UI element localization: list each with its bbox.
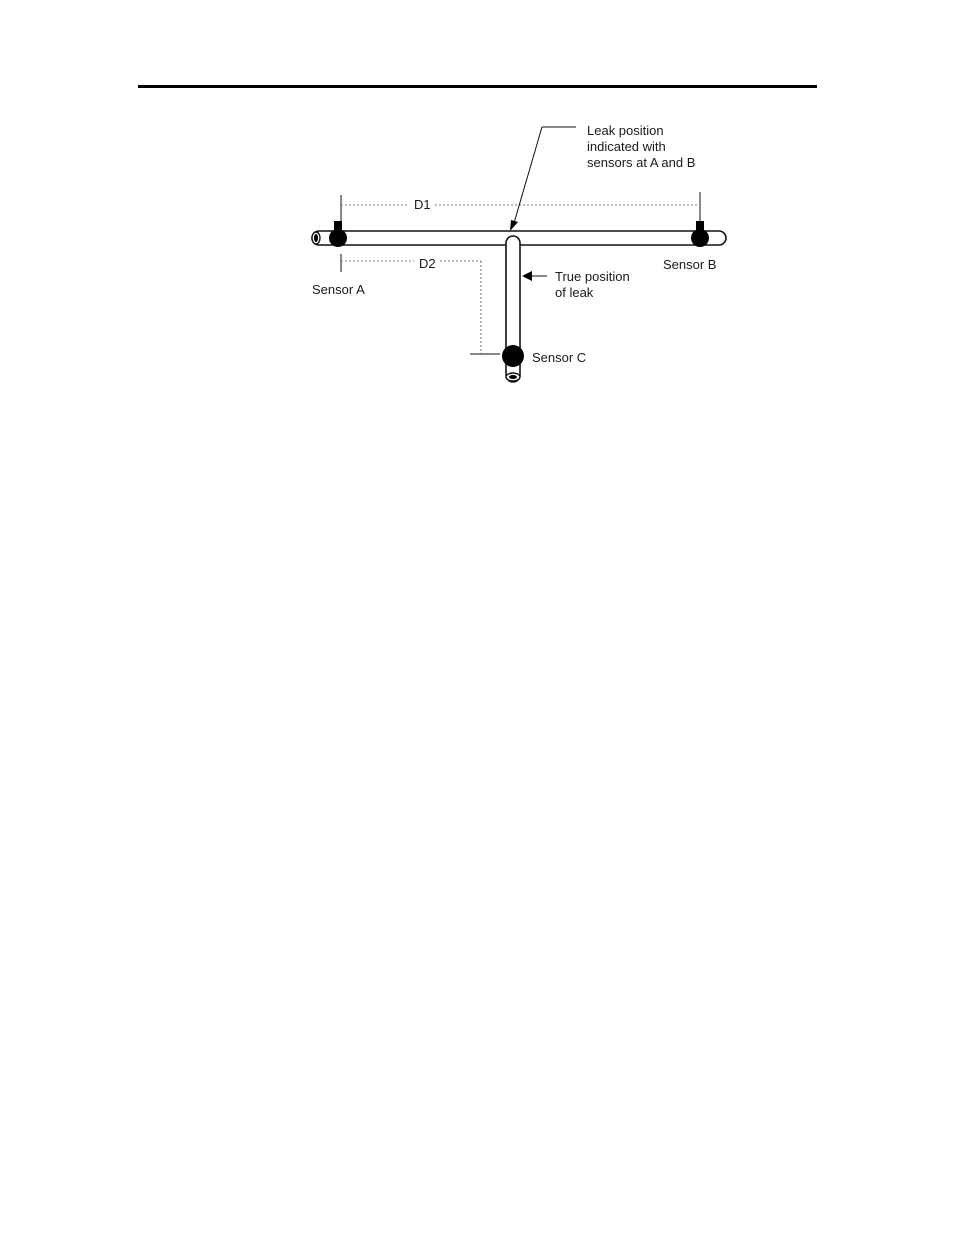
true-position-arrow-icon: [522, 271, 547, 281]
d2-label: D2: [419, 256, 436, 271]
leak-indicated-label-line3: sensors at A and B: [587, 155, 696, 170]
sensor-c-label: Sensor C: [532, 350, 587, 365]
true-position-label-line2: of leak: [555, 285, 594, 300]
sensor-b-icon: [691, 221, 709, 247]
d1-label: D1: [414, 197, 431, 212]
true-position-label-line1: True position: [555, 269, 630, 284]
sensor-a-icon: [329, 221, 347, 247]
sensor-c-icon: [502, 345, 524, 367]
sensor-b-label: Sensor B: [663, 257, 717, 272]
leak-indicated-pointer: [510, 127, 576, 231]
leak-indicated-label-line1: Leak position: [587, 123, 664, 138]
d1-dimension: [341, 192, 700, 222]
sensor-a-label: Sensor A: [312, 282, 365, 297]
leak-indicated-label-line2: indicated with: [587, 139, 666, 154]
